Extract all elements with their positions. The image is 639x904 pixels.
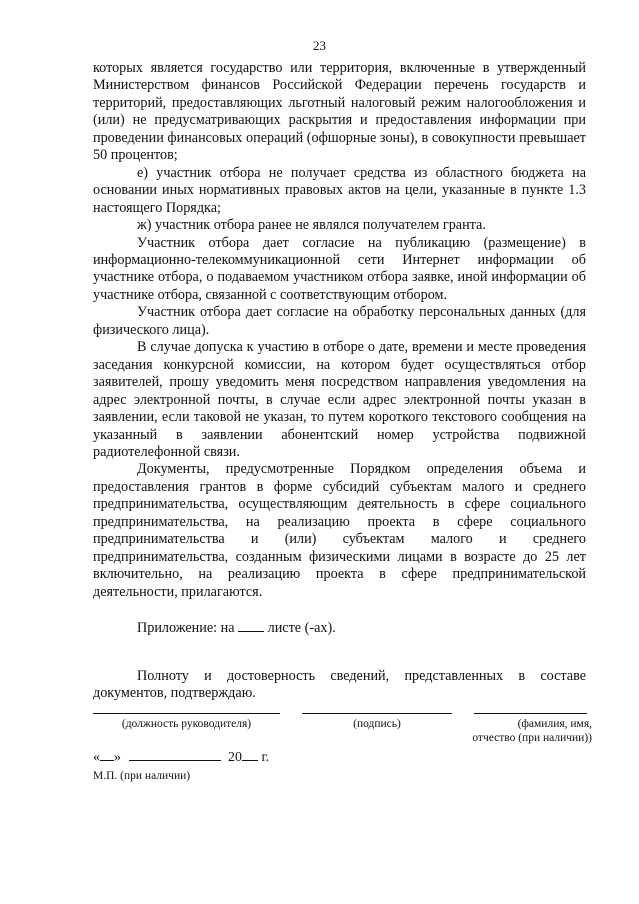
attachment-sheets-blank[interactable]	[238, 619, 264, 632]
attachment-suffix: листе (-ах).	[267, 620, 336, 637]
paragraph-item-e: е) участник отбора не получает средства из областного бюджета на основании иных нормативных правовых актов на цели, указанные в пункте 1.3 настоящего Порядка;	[93, 164, 586, 216]
year-blank[interactable]	[242, 748, 258, 761]
date-open-quote: «	[93, 750, 100, 765]
signature-line[interactable]	[302, 713, 452, 714]
month-blank[interactable]	[129, 748, 221, 761]
signature-label: (подпись)	[353, 718, 401, 730]
document-body	[93, 60, 586, 702]
paragraph-notification: В случае допуска к участию в отборе о дате, времени и месте проведения заседания конкурсной комиссии, на котором будет осуществляться отбор заявителей, прошу уведомить меня посредством направления уведомления на адрес электронной почты, в случае если адрес электронной почты указан в заявлении, если таковой не указан, то путем короткого текстового сообщения на указанный в заявлении абонентский номер устройства подвижной радиотелефонной связи.	[93, 339, 586, 460]
year-suffix: г.	[261, 750, 270, 765]
date-line	[93, 748, 269, 766]
full-name-label-line1: (фамилия, имя,	[517, 718, 592, 730]
paragraph-documents: Документы, предусмотренные Порядком определения объема и предоставления грантов в форме субсидий субъектам малого и среднего предпринимательства, осуществляющим деятельность в сфере социального предпринимательства, на реализацию проекта в сфере социального предпринимательства и (или) субъектам малого и среднего предпринимательства, созданным физическими лицами в возрасте до 25 лет включительно, на реализацию проекта в сфере предпринимательской деятельности, прилагаются.	[93, 461, 586, 600]
position-label: (должность руководителя)	[121, 718, 252, 730]
attachment-line	[93, 619, 586, 637]
paragraph-offshore: которых является государство или территория, включенные в утвержденный Министерством финансов Российской Федерации перечень государств и территорий, предоставляющих льготный налоговый режим налогообложения и (или) не предусматривающих раскрытия и предоставления информации при проведении финансовых операций (офшорные зоны), в совокупности превышает 50 процентов;	[93, 60, 586, 164]
full-name-signature-line[interactable]	[474, 713, 587, 714]
full-name-label-line2: отчество (при наличии))	[472, 732, 592, 744]
position-signature-line[interactable]	[93, 713, 280, 714]
page-number: 23	[313, 38, 326, 53]
paragraph-personal-data-consent: Участник отбора дает согласие на обработку персональных данных (для физического лица).	[93, 304, 586, 338]
date-close-quote: »	[114, 750, 121, 765]
confirmation-paragraph: Полноту и достоверность сведений, представленных в составе документов, подтверждаю.	[93, 667, 586, 701]
year-prefix: 20	[228, 750, 242, 765]
paragraph-item-zh: ж) участник отбора ранее не являлся получателем гранта.	[137, 217, 486, 234]
stamp-place-label: М.П. (при наличии)	[93, 770, 191, 782]
full-name-label	[466, 717, 592, 745]
day-blank[interactable]	[100, 748, 114, 761]
paragraph-publication-consent: Участник отбора дает согласие на публикацию (размещение) в информационно-телекоммуникационной сети Интернет информации об участнике отбора, о подаваемом участником отбора заявке, иной информации об участнике отбора, связанной с соответствующим отбором.	[93, 234, 586, 303]
attachment-prefix: Приложение: на	[137, 620, 235, 637]
